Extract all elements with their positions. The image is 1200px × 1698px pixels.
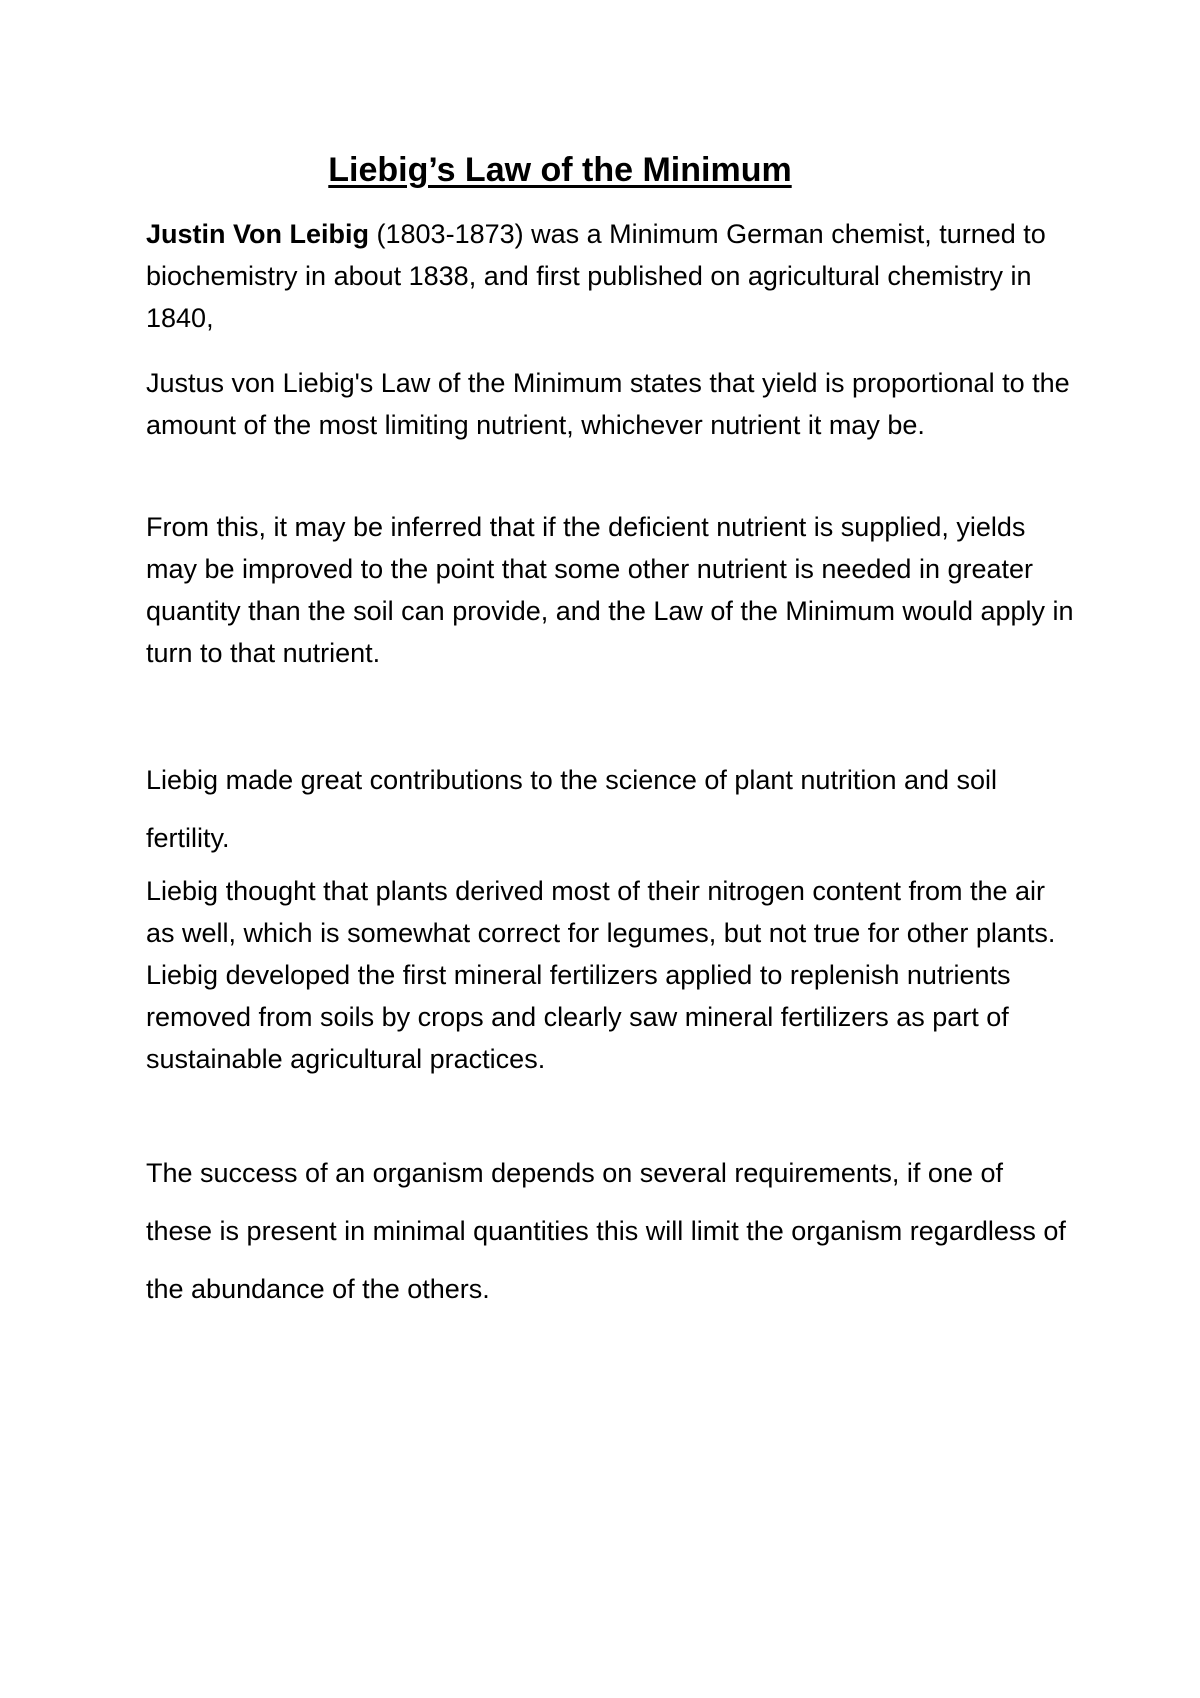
page-title: Liebig’s Law of the Minimum — [328, 151, 792, 189]
paragraph-contributions: Liebig made great contributions to the science of plant nutrition and soil fertility. — [146, 765, 998, 853]
paragraph-law-statement: Justus von Liebig's Law of the Minimum states that yield is proportional to the amount of the most limiting nutrient, whichever nutrient it may be. — [146, 368, 1070, 440]
biography-text: (1803-1873) was a Minimum German chemist, turned to biochemistry in about 1838, and first published on agricultural chemistry in 1840, — [146, 219, 1046, 333]
paragraph-organism-success: The success of an organism depends on several requirements, if one of these is present in minimal quantities this will limit the organism regardless of the abundance of the others. — [146, 1158, 1066, 1304]
paragraph-biography — [146, 213, 1076, 339]
author-name: Justin Von Leibig — [146, 219, 370, 249]
paragraph-nitrogen: Liebig thought that plants derived most of their nitrogen content from the air as well, which is somewhat correct for legumes, but not true for other plants. Liebig developed the first mineral fertilizers applied to replenish nutrients removed from soils by crops and clearly saw mineral fertilizers as part of sustainable agricultural practices. — [146, 876, 1056, 1074]
paragraph-inference: From this, it may be inferred that if the deficient nutrient is supplied, yields may be improved to the point that some other nutrient is needed in greater quantity than the soil can provide, and the Law of the Minimum would apply in turn to that nutrient. — [146, 512, 1074, 668]
